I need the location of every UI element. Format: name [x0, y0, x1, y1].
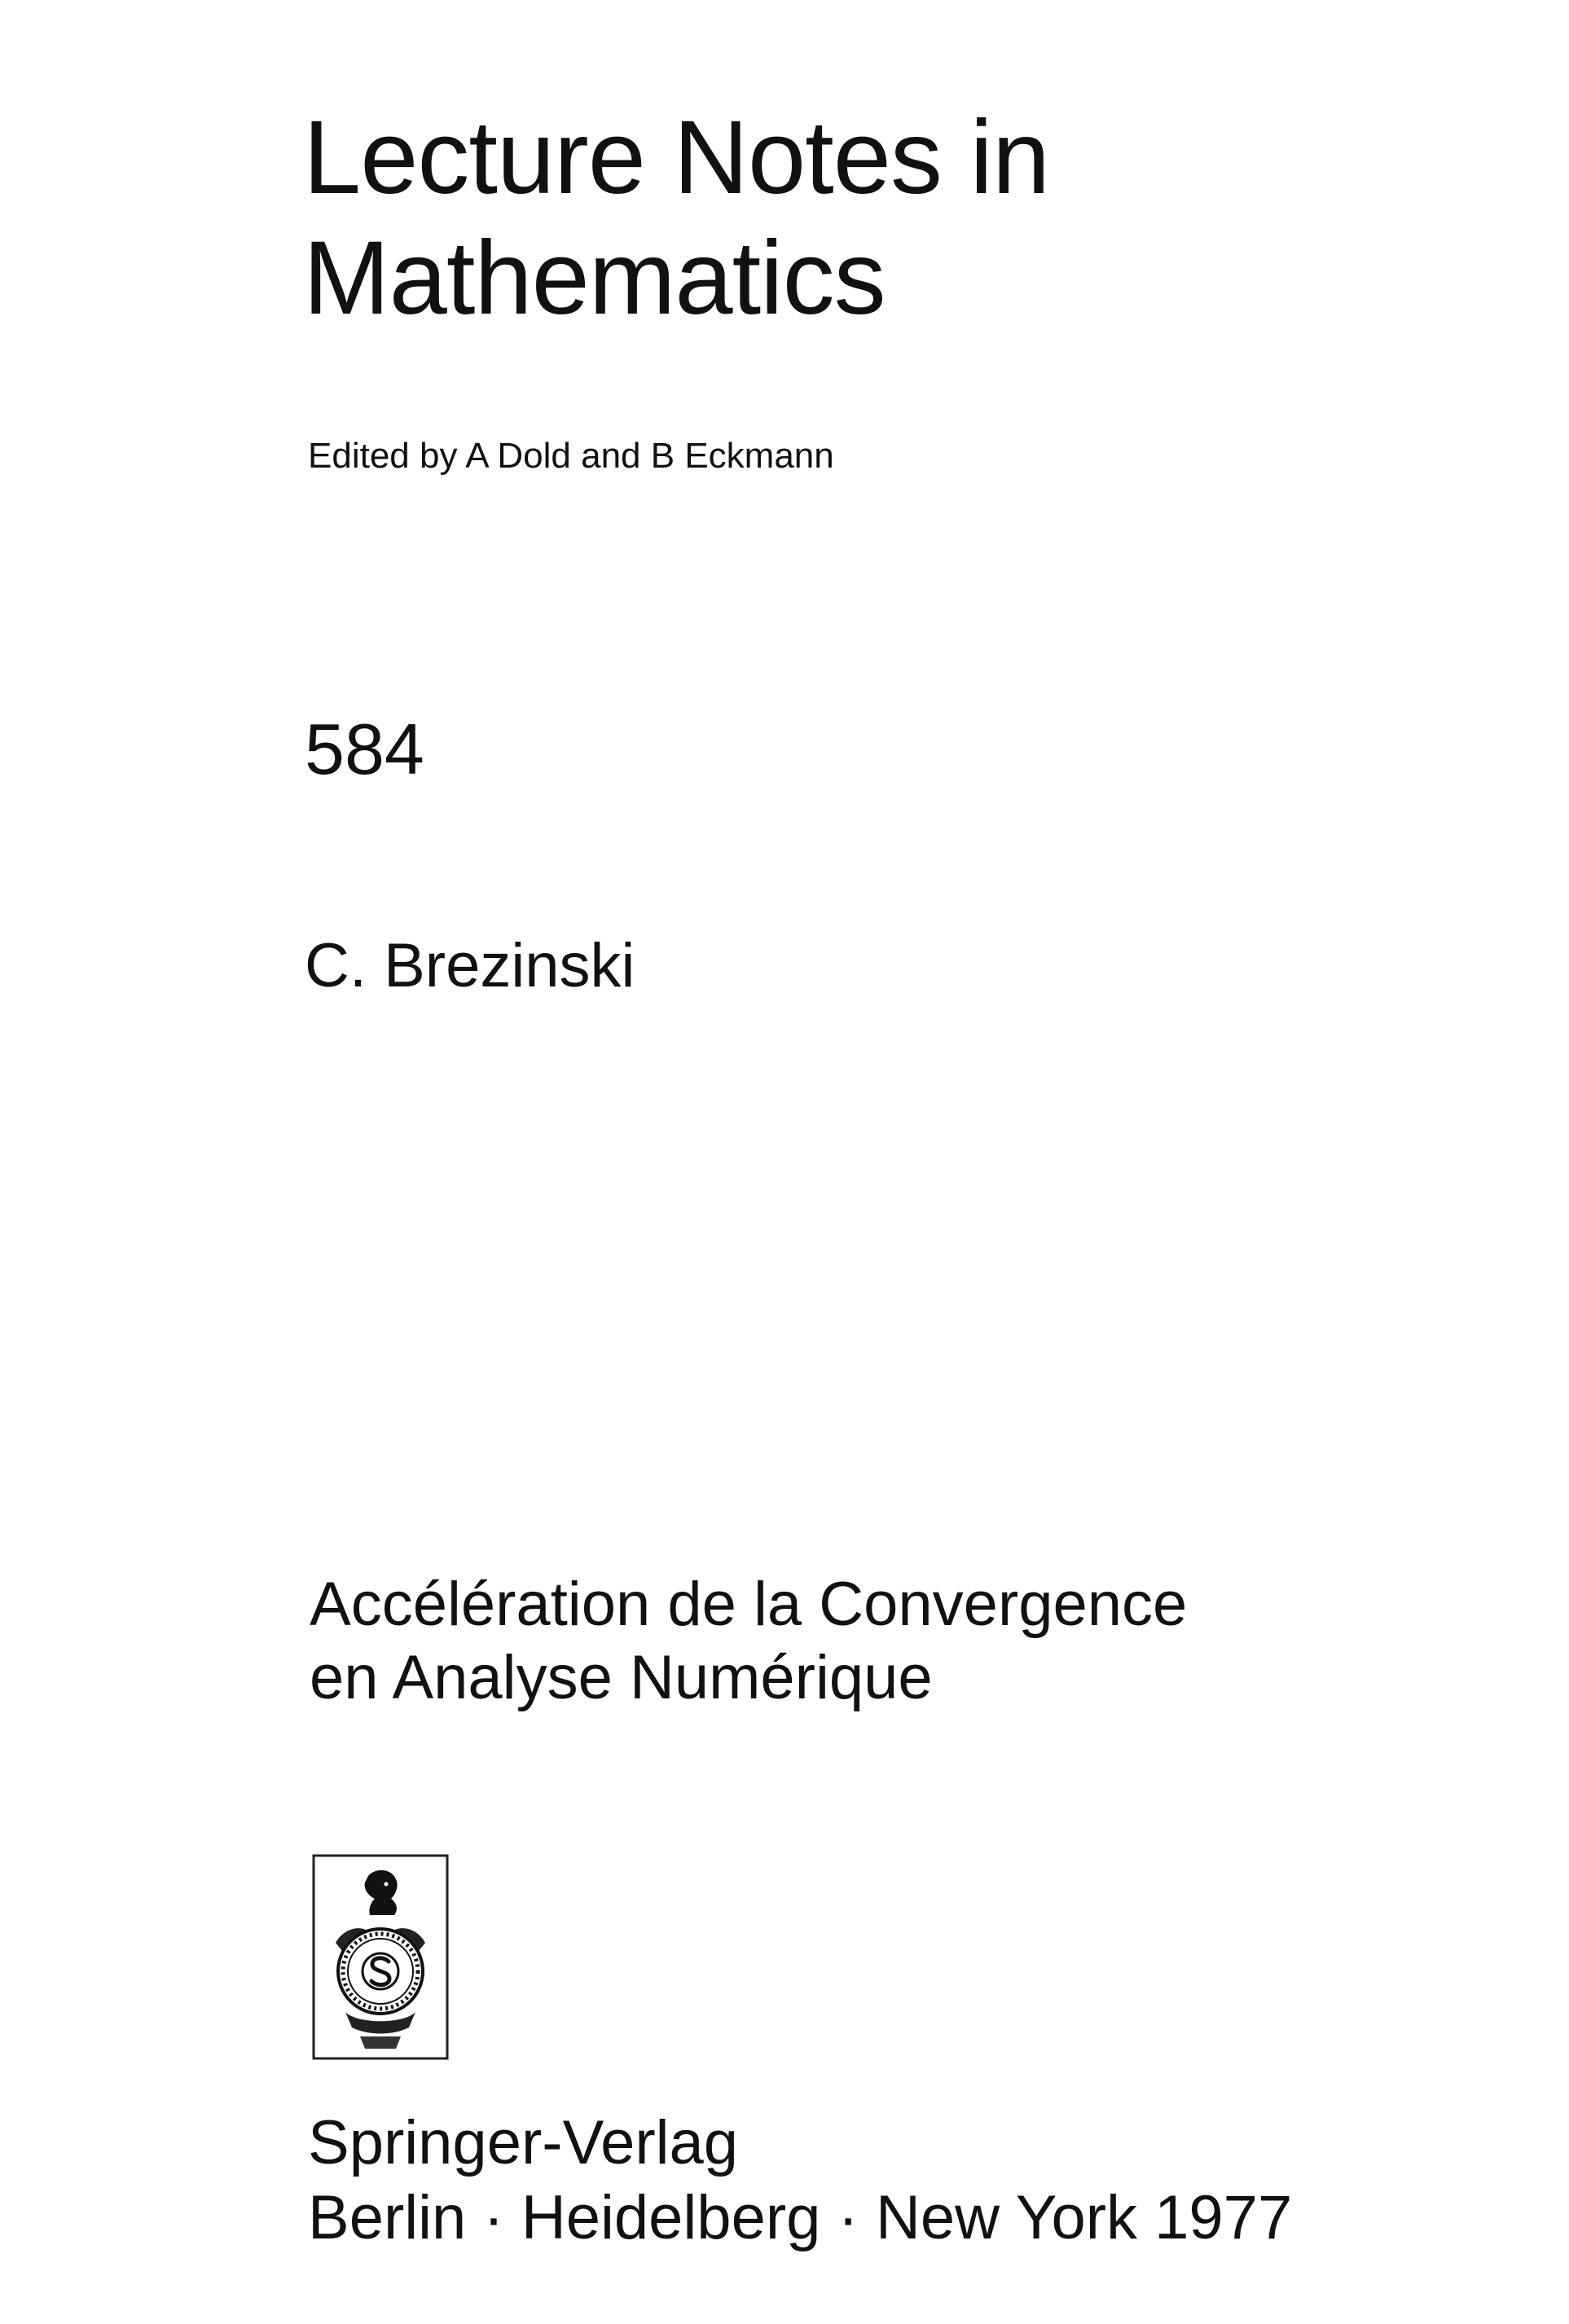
book-title-line-2: en Analyse Numérique	[310, 1643, 933, 1712]
book-title	[310, 1568, 1187, 1715]
springer-knight-logo-icon	[311, 1853, 450, 2061]
series-title-line-1: Lecture Notes in	[303, 99, 1050, 216]
publisher-places-year: Berlin · Heidelberg · New York 1977	[308, 2183, 1293, 2252]
author-name: C. Brezinski	[305, 931, 635, 1000]
publisher-block	[308, 2106, 1292, 2256]
series-title-line-2: Mathematics	[303, 220, 886, 336]
series-editors: Edited by A Dold and B Eckmann	[308, 436, 834, 476]
volume-number: 584	[305, 709, 424, 789]
book-title-line-1: Accélération de la Convergence	[310, 1570, 1188, 1639]
publisher-name: Springer-Verlag	[308, 2108, 739, 2177]
series-title	[303, 98, 1049, 339]
